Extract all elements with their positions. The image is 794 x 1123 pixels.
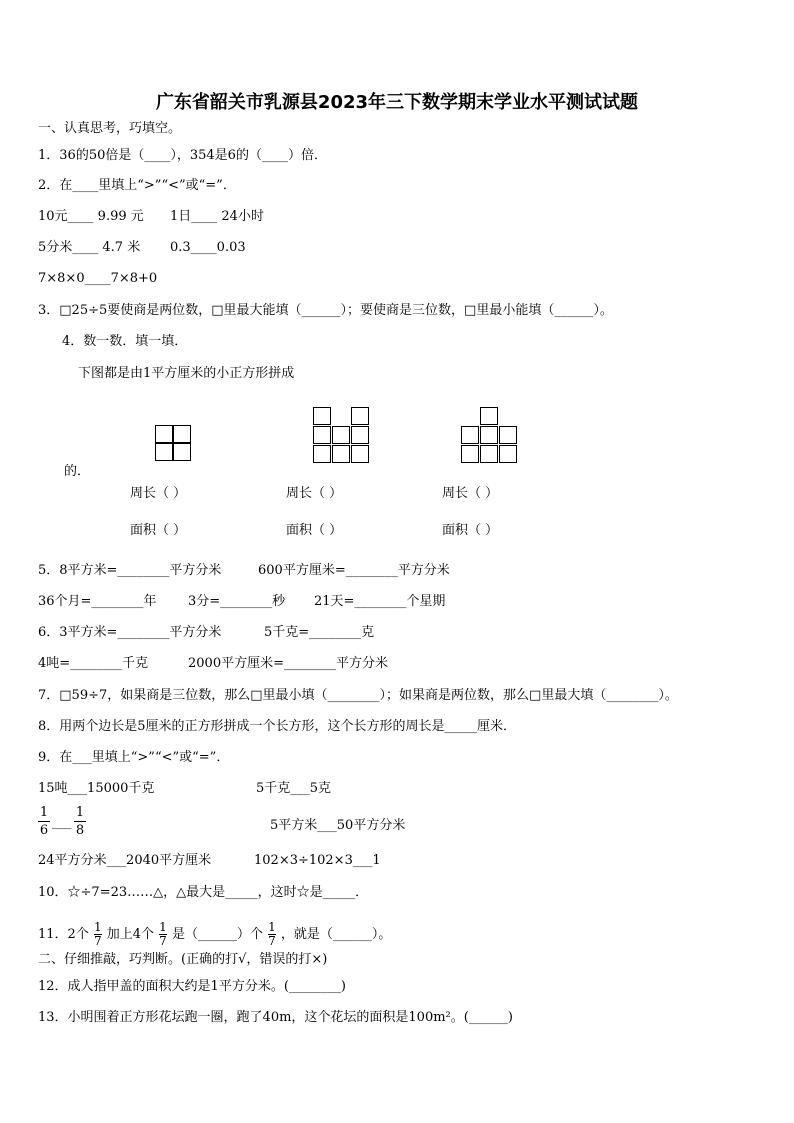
q9-e: 102×3÷102×3___1 — [254, 853, 381, 868]
q11-part-3: 是（______）个 — [171, 927, 263, 942]
q5-b: 600平方厘米=________平方分米 — [258, 563, 450, 578]
fraction-one-eighth — [74, 805, 86, 838]
section-2-heading: 二、仔细推敲，巧判断。(正确的打√，错误的打×) — [38, 952, 328, 967]
perimeter-1: 周长（ ） — [130, 486, 187, 501]
page-title: 广东省韶关市乳源县2023年三下数学期末学业水平测试试题 — [155, 92, 639, 113]
q11-part-2: 加上4个 — [106, 927, 155, 942]
q5-c: 36个月=________年 — [38, 594, 157, 609]
question-4-title: 4．数一数．填一填． — [62, 334, 188, 349]
q2-item-1a: 10元____ 9.99 元 — [38, 209, 144, 224]
perimeter-2: 周长（ ） — [286, 486, 343, 501]
question-9: 9．在___里填上“>”“<”或“=”． — [38, 750, 230, 765]
fraction-one-sixth — [38, 805, 50, 838]
fraction-one-seventh — [159, 921, 167, 948]
fraction-numerator: 1 — [75, 805, 85, 820]
q2-item-3: 7×8×0____7×8+0 — [38, 271, 158, 286]
fraction-numerator: 1 — [93, 920, 102, 934]
fraction-denominator: 8 — [75, 823, 85, 838]
q2-item-1b: 1日____ 24小时 — [170, 209, 264, 224]
fraction-one-seventh — [94, 921, 102, 948]
question-13: 13．小明围着正方形花坛跑一圈，跑了40m，这个花坛的面积是100m²。(______) — [38, 1010, 513, 1025]
q9-d: 24平方分米___2040平方厘米 — [38, 853, 212, 868]
question-7: 7．□59÷7，如果商是三位数，那么□里最小填（________）；如果商是两位数，那么□里最大填（________）。 — [38, 688, 678, 703]
q9-fraction-blank: ___ — [52, 815, 72, 830]
fraction-denominator: 6 — [39, 823, 49, 838]
question-3: 3．□25÷5要使商是两位数，□里最大能填（______）；要使商是三位数，□里最小能填（______）。 — [38, 303, 613, 318]
fraction-denominator: 7 — [159, 934, 167, 948]
q5-d: 3分=________秒 — [188, 594, 286, 609]
q6-a: 6．3平方米=________平方分米 — [38, 625, 222, 640]
question-10: 10．☆÷7=23……△，△最大是_____，这时☆是_____． — [38, 885, 369, 900]
section-1-heading: 一、认真思考，巧填空。 — [38, 121, 182, 136]
fraction-denominator: 7 — [268, 934, 276, 948]
question-2: 2．在____里填上“>”“<”或“=”． — [38, 178, 236, 193]
q6-c: 4吨=________千克 — [38, 656, 149, 671]
q5-a: 5．8平方米=________平方分米 — [38, 563, 222, 578]
q6-b: 5千克=________克 — [264, 625, 375, 640]
question-11 — [38, 918, 391, 952]
question-12: 12．成人指甲盖的面积大约是1平方分米。(________) — [38, 979, 346, 994]
q2-item-2b: 0.3____0.03 — [170, 240, 246, 255]
fraction-denominator: 7 — [93, 934, 102, 948]
q11-part-4: ，就是（______）。 — [280, 927, 392, 942]
fraction-numerator: 1 — [159, 920, 167, 934]
area-3: 面积（ ） — [442, 523, 499, 538]
q9-b: 5千克___5克 — [256, 781, 332, 796]
question-8: 8．用两个边长是5厘米的正方形拼成一个长方形，这个长方形的周长是_____厘米． — [38, 719, 517, 734]
q11-part-1: 11．2个 — [38, 927, 89, 942]
question-4-desc: 下图都是由1平方厘米的小正方形拼成 — [78, 366, 295, 381]
question-1: 1．36的50倍是（____），354是6的（____）倍． — [38, 148, 327, 163]
q2-item-2a: 5分米____ 4.7 米 — [38, 240, 141, 255]
question-4-tail: 的． — [64, 464, 91, 479]
q5-e: 21天=________个星期 — [314, 594, 446, 609]
fraction-numerator: 1 — [268, 920, 276, 934]
perimeter-3: 周长（ ） — [442, 486, 499, 501]
area-1: 面积（ ） — [130, 523, 187, 538]
fraction-numerator: 1 — [39, 805, 49, 820]
q9-a: 15吨___15000千克 — [38, 781, 155, 796]
q6-d: 2000平方厘米=________平方分米 — [188, 656, 388, 671]
fraction-one-seventh — [268, 921, 276, 948]
area-2: 面积（ ） — [286, 523, 343, 538]
q9-c: 5平方米___50平方分米 — [270, 818, 406, 833]
